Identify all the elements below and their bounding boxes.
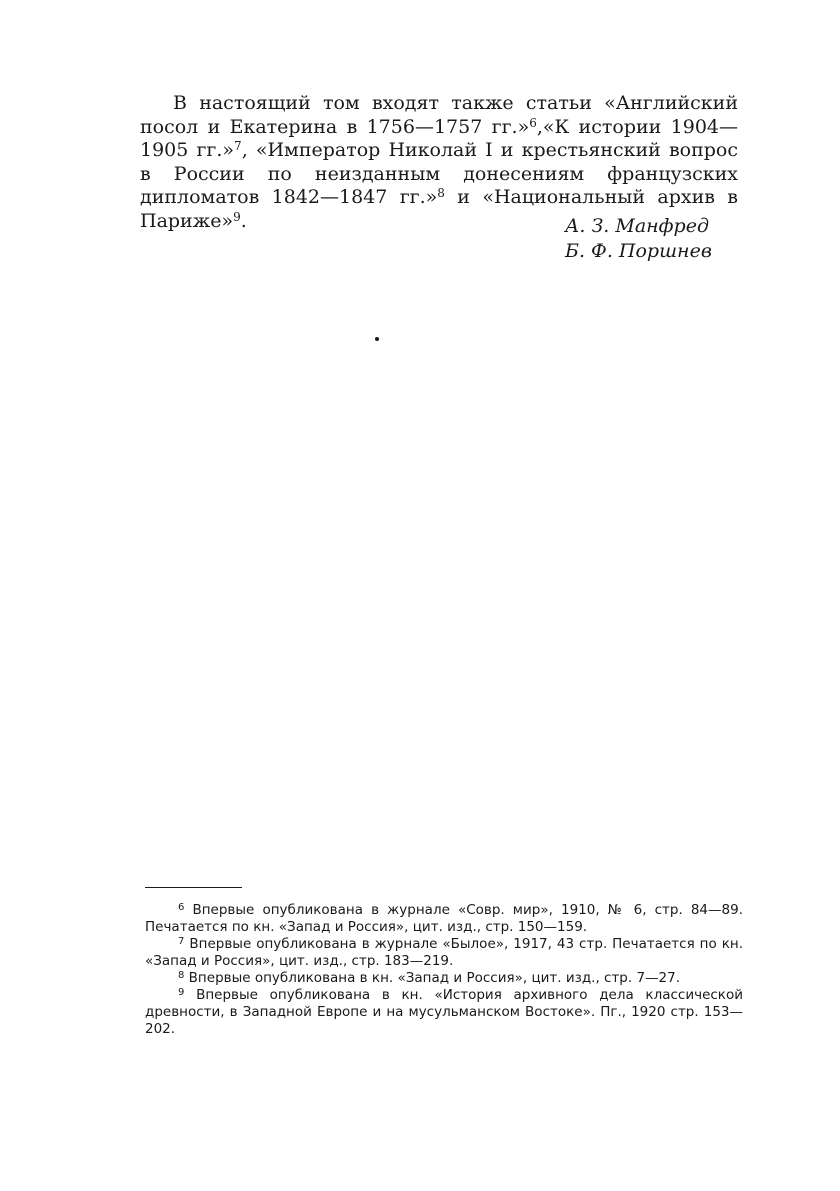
footnote-ref-7: 7 <box>234 139 242 153</box>
footnote-number: 9 <box>178 987 185 998</box>
footnote-number: 8 <box>178 970 185 981</box>
footnote-6 <box>145 902 743 936</box>
footnote-number: 7 <box>178 936 185 947</box>
main-paragraph <box>140 92 738 233</box>
main-text-part-4: и «Национальный архив в Париже» <box>140 186 738 232</box>
footnote-ref-6: 6 <box>529 115 537 130</box>
main-text-part-1: В настоящий том входят также статьи «Английский посол и Екатерина в 1756—1757 гг.» <box>140 92 738 138</box>
footnote-text: Впервые опубликована в журнале «Совр. мир», 1910, № 6, стр. 84—89. Печатается по кн. «Запад и Россия», цит. изд., стр. 150—159. <box>145 902 743 935</box>
footnote-7 <box>145 936 743 970</box>
footnotes-section <box>145 902 743 1038</box>
main-text-part-3: , «Император Николай I и крестьянский вопрос в России по неизданным донесениям французских дипломатов 1842—1847 гг.» <box>140 139 738 208</box>
footnote-9 <box>145 987 743 1038</box>
author-signature-1: А. З. Манфред <box>565 215 710 237</box>
footnote-text: Впервые опубликована в журнале «Былое», 1917, 43 стр. Печатается по кн. «Запад и Россия», цит. изд., стр. 183—219. <box>145 936 743 969</box>
signature-block <box>565 214 712 264</box>
footnote-separator <box>145 887 242 888</box>
print-speck <box>375 337 379 341</box>
footnote-text: Впервые опубликована в кн. «История архивного дела классической древности, в Западной Европе и на мусульманском Востоке». Пг., 1920 стр. 153—202. <box>145 987 743 1037</box>
main-text-part-5: . <box>240 209 247 232</box>
footnote-ref-8: 8 <box>437 186 445 200</box>
main-text-part-2: ,«К истории 1904—1905 гг.» <box>140 115 738 161</box>
author-signature-2: Б. Ф. Поршнев <box>565 240 712 262</box>
footnote-ref-9: 9 <box>233 209 241 224</box>
footnote-text: Впервые опубликована в кн. «Запад и Россия», цит. изд., стр. 7—27. <box>188 970 681 986</box>
footnote-8 <box>145 970 743 987</box>
footnote-number: 6 <box>178 902 185 913</box>
